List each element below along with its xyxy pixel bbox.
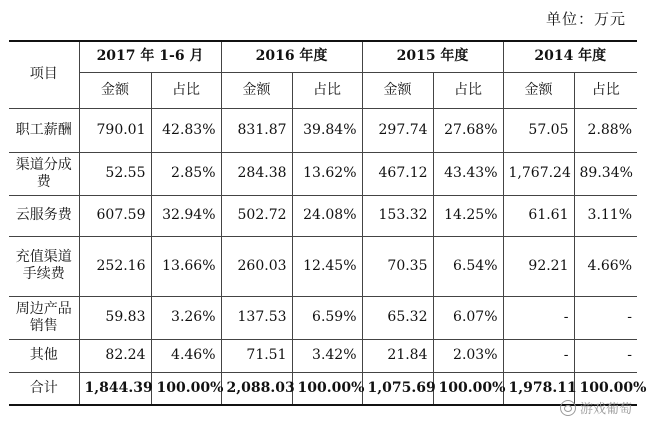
cell-value: 6.59% [292,296,362,339]
cell-value: - [574,296,637,339]
period-header: 2017 年 1-6 月 [79,41,221,72]
cell-value: 39.84% [292,108,362,152]
cell-value: 82.24 [79,339,151,372]
total-value: 1,075.69 [362,372,433,405]
cell-value: 3.42% [292,339,362,372]
cell-value: - [503,296,574,339]
unit-label: 单位：万元 [545,10,626,28]
row-item-label: 职工薪酬 [9,108,79,152]
cell-value: 2.85% [151,152,221,195]
total-value: 1,978.11 [503,372,574,405]
watermark-text: 游戏葡萄 [579,402,632,417]
cell-value: 52.55 [79,152,151,195]
cell-value: - [574,339,637,372]
amount-header: 金额 [221,72,292,108]
cell-value: 284.38 [221,152,292,195]
cell-value: 13.62% [292,152,362,195]
cell-value: 42.83% [151,108,221,152]
cell-value: 467.12 [362,152,433,195]
header-row-periods [9,41,637,72]
cell-value: 6.54% [433,236,503,296]
cell-value: 3.26% [151,296,221,339]
cell-value: 790.01 [79,108,151,152]
cell-value: 13.66% [151,236,221,296]
cell-value: 4.66% [574,236,637,296]
header-row-subs [9,72,637,108]
cell-value: 831.87 [221,108,292,152]
cell-value: 3.11% [574,195,637,236]
total-row [9,372,637,405]
ratio-header: 占比 [433,72,503,108]
table-row [9,236,637,296]
table-row [9,152,637,195]
cell-value: 12.45% [292,236,362,296]
watermark [560,398,632,417]
cell-value: 14.25% [433,195,503,236]
cell-value: 71.51 [221,339,292,372]
total-value: 100.00% [433,372,503,405]
cell-value: 252.16 [79,236,151,296]
period-header: 2014 年度 [503,41,637,72]
period-header: 2016 年度 [221,41,362,72]
cell-value: 21.84 [362,339,433,372]
row-item-label: 渠道分成费 [9,152,79,195]
cell-value: 59.83 [79,296,151,339]
ratio-header: 占比 [292,72,362,108]
total-value: 100.00% [574,372,637,405]
total-value: 2,088.03 [221,372,292,405]
cell-value: 57.05 [503,108,574,152]
row-item-label: 周边产品销售 [9,296,79,339]
cell-value: 70.35 [362,236,433,296]
cell-value: 24.08% [292,195,362,236]
table-row [9,108,637,152]
item-header: 项目 [9,41,79,108]
row-item-label: 充值渠道手续费 [9,236,79,296]
table-row [9,195,637,236]
cell-value: 137.53 [221,296,292,339]
total-value: 100.00% [292,372,362,405]
cell-value: 153.32 [362,195,433,236]
cell-value: 27.68% [433,108,503,152]
amount-header: 金额 [79,72,151,108]
row-item-label: 云服务费 [9,195,79,236]
cell-value: 89.34% [574,152,637,195]
cell-value: 502.72 [221,195,292,236]
wechat-icon [560,400,576,416]
ratio-header: 占比 [574,72,637,108]
cell-value: 43.43% [433,152,503,195]
cell-value: 6.07% [433,296,503,339]
ratio-header: 占比 [151,72,221,108]
cell-value: 260.03 [221,236,292,296]
table-row [9,296,637,339]
cell-value: 61.61 [503,195,574,236]
cell-value: 1,767.24 [503,152,574,195]
row-item-label: 其他 [9,339,79,372]
total-value: 100.00% [151,372,221,405]
cell-value: 607.59 [79,195,151,236]
total-value: 1,844.39 [79,372,151,405]
cell-value: 2.88% [574,108,637,152]
total-label: 合计 [9,372,79,405]
cell-value: 2.03% [433,339,503,372]
amount-header: 金额 [503,72,574,108]
amount-header: 金额 [362,72,433,108]
cell-value: 4.46% [151,339,221,372]
cell-value: 297.74 [362,108,433,152]
table-row [9,339,637,372]
cell-value: 92.21 [503,236,574,296]
period-header: 2015 年度 [362,41,503,72]
cell-value: - [503,339,574,372]
cell-value: 65.32 [362,296,433,339]
cost-table [9,40,647,406]
cell-value: 32.94% [151,195,221,236]
